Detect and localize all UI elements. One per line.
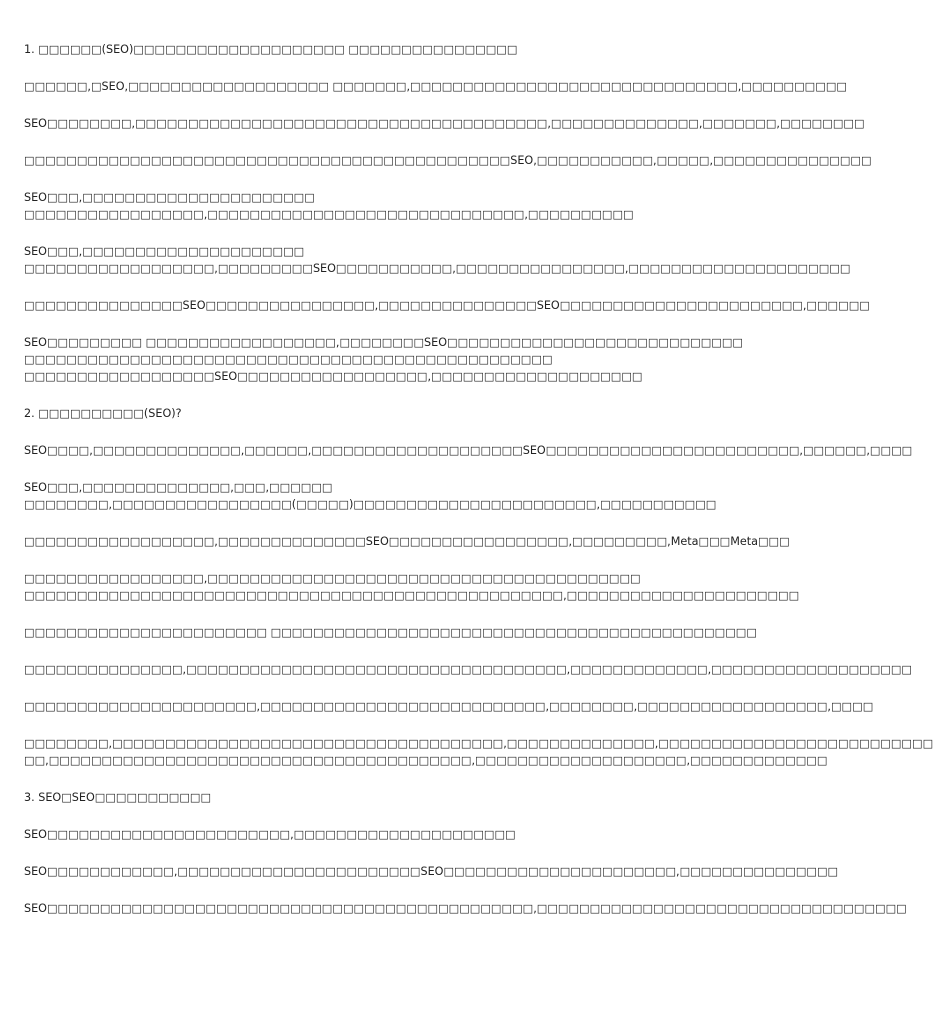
paragraph: □□□□□□□□□□□□□□□□□,□□□□□□□□□□□□□□□□□□□□□□□□□□□□□□□□□□□□□□□□□ □□□□□□□□□□□□□□□□□□□□□□□□□□□□□□□□□□□□□□□□□□□□□□□□□□□,□□□□□□□□□□□□□□□□□□□□□□ bbox=[24, 572, 800, 602]
paragraph: □□□□□□,□SEO,□□□□□□□□□□□□□□□□□□□ □□□□□□□,□□□□□□□□□□□□□□□□□□□□□□□□□□□□□□□,□□□□□□□□□□ bbox=[24, 80, 847, 93]
paragraph: SEO□□□□,□□□□□□□□□□□□□□,□□□□□□,□□□□□□□□□□□□□□□□□□□□SEO□□□□□□□□□□□□□□□□□□□□□□□□,□□□□□□,□□□□ bbox=[24, 444, 913, 457]
document-body bbox=[24, 41, 933, 917]
paragraph: □□□□□□□□□□□□□□□□□□□□□□□ □□□□□□□□□□□□□□□□□□□□□□□□□□□□□□□□□□□□□□□□□□□□□□ bbox=[24, 626, 757, 639]
paragraph: □□□□□□□□□□□□□□□□□□,□□□□□□□□□□□□□□SEO□□□□□□□□□□□□□□□□□,□□□□□□□□□,Meta□□□Meta□□□ bbox=[24, 535, 790, 548]
section-3-heading: 3. SEO□SEO□□□□□□□□□□□ bbox=[24, 791, 212, 804]
paragraph: SEO□□□□□□□□□ □□□□□□□□□□□□□□□□□□,□□□□□□□□SEO□□□□□□□□□□□□□□□□□□□□□□□□□□□□ □□□□□□□□□□□□□□□□□□□□□□□□□□□□□□□□□□□□□□□□□□□□□□□□□□ □□□□□□□□□□□□□□□□□□SEO□□□□□□□□□□□□□□□□□□,□□□□□□□□□□□□□□□□□□□□ bbox=[24, 336, 743, 383]
paragraph: SEO□□□,□□□□□□□□□□□□□□□□□□□□□□ □□□□□□□□□□□□□□□□□,□□□□□□□□□□□□□□□□□□□□□□□□□□□□□□,□□□□□□□□□□ bbox=[24, 191, 634, 221]
paragraph: □□□□□□□□,□□□□□□□□□□□□□□□□□□□□□□□□□□□□□□□□□□□□□,□□□□□□□□□□□□□□,□□□□□□□□□□□□□□□□□□□□□□□□□□ □□,□□□□□□□□□□□□□□□□□□□□□□□□□□□□□□□□□□□□□□□□,□□□□□□□□□□□□□□□□□□□□,□□□□□□□□□□□□□ bbox=[24, 737, 933, 767]
paragraph: □□□□□□□□□□□□□□□□□□□□□□,□□□□□□□□□□□□□□□□□□□□□□□□□□□,□□□□□□□□,□□□□□□□□□□□□□□□□□□,□□□□ bbox=[24, 700, 874, 713]
paragraph: SEO□□□□□□□□□□□□□□□□□□□□□□□□□□□□□□□□□□□□□□□□□□□□□□,□□□□□□□□□□□□□□□□□□□□□□□□□□□□□□□□□□□ bbox=[24, 902, 907, 915]
paragraph: □□□□□□□□□□□□□□□SEO□□□□□□□□□□□□□□□□,□□□□□□□□□□□□□□□SEO□□□□□□□□□□□□□□□□□□□□□□□,□□□□□□ bbox=[24, 299, 870, 312]
section-2-heading: 2. □□□□□□□□□□(SEO)? bbox=[24, 407, 182, 420]
paragraph: SEO□□□,□□□□□□□□□□□□□□,□□□,□□□□□□ □□□□□□□□,□□□□□□□□□□□□□□□□□(□□□□□)□□□□□□□□□□□□□□□□□□□□□□□,□□□□□□□□□□□ bbox=[24, 481, 717, 511]
paragraph: SEO□□□□□□□□□□□□□□□□□□□□□□□,□□□□□□□□□□□□□□□□□□□□□ bbox=[24, 828, 516, 841]
paragraph: SEO□□□□□□□□□□□□,□□□□□□□□□□□□□□□□□□□□□□□SEO□□□□□□□□□□□□□□□□□□□□□□,□□□□□□□□□□□□□□□ bbox=[24, 865, 839, 878]
paragraph: □□□□□□□□□□□□□□□,□□□□□□□□□□□□□□□□□□□□□□□□□□□□□□□□□□□□,□□□□□□□□□□□□□,□□□□□□□□□□□□□□□□□□□ bbox=[24, 663, 912, 676]
paragraph: SEO□□□,□□□□□□□□□□□□□□□□□□□□□ □□□□□□□□□□□□□□□□□□,□□□□□□□□□SEO□□□□□□□□□□□,□□□□□□□□□□□□□□□□,□□□□□□□□□□□□□□□□□□□□□ bbox=[24, 245, 851, 275]
paragraph: SEO□□□□□□□□,□□□□□□□□□□□□□□□□□□□□□□□□□□□□□□□□□□□□□□□,□□□□□□□□□□□□□□,□□□□□□□,□□□□□□□□ bbox=[24, 117, 865, 130]
section-1-heading: 1. □□□□□□(SEO)□□□□□□□□□□□□□□□□□□□□ □□□□□□□□□□□□□□□□ bbox=[24, 43, 518, 56]
paragraph: □□□□□□□□□□□□□□□□□□□□□□□□□□□□□□□□□□□□□□□□□□□□□□SEO,□□□□□□□□□□□,□□□□□,□□□□□□□□□□□□□□□ bbox=[24, 154, 872, 167]
